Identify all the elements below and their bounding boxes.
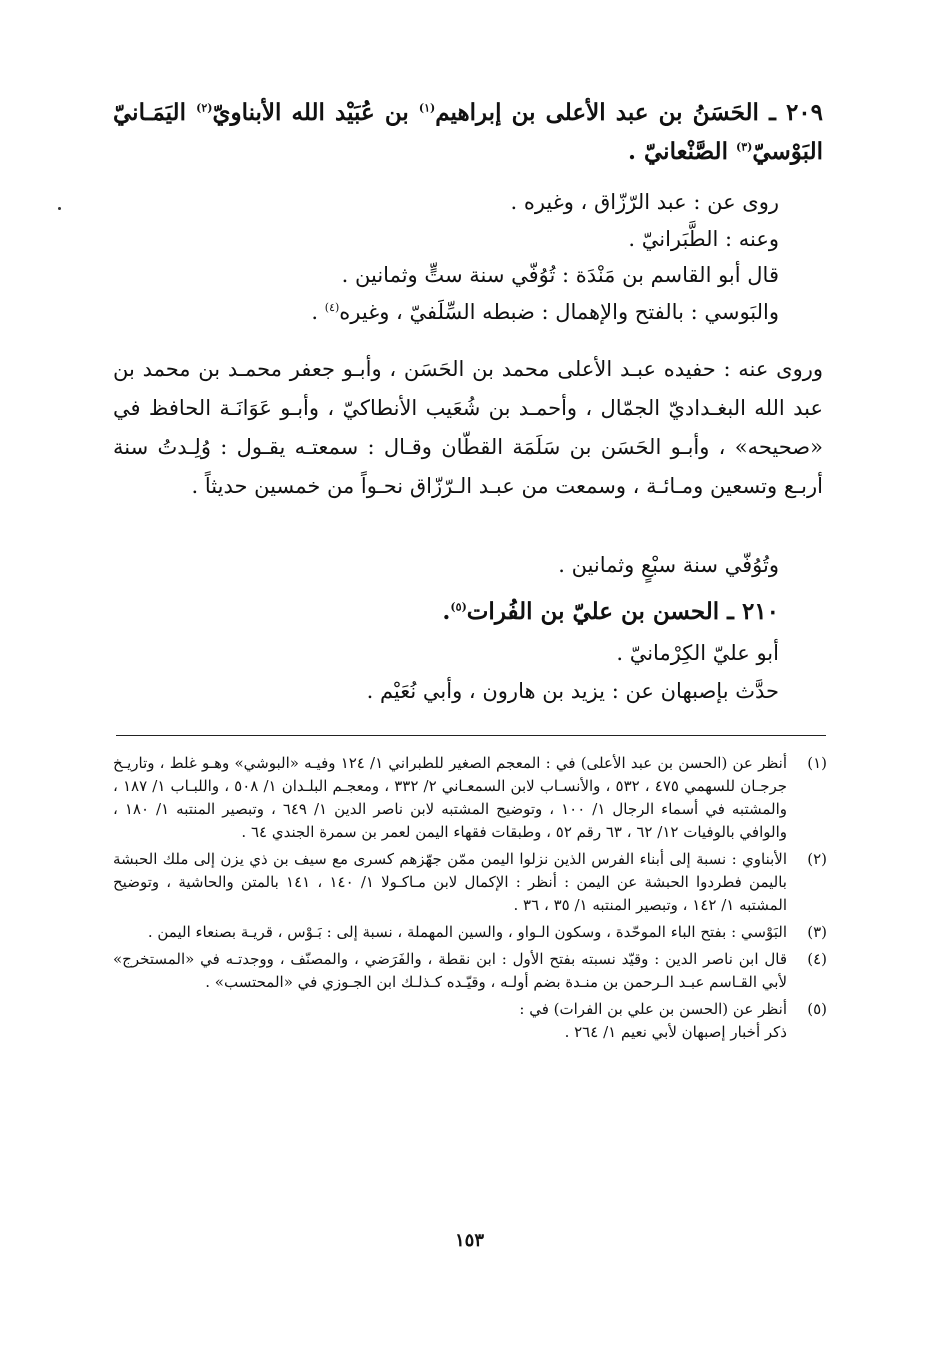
footnote-number: (٣) xyxy=(807,923,827,941)
entry-210-kunya: أبو عليّ الكِرْمانيّ . xyxy=(616,641,779,665)
entry-209-death-note: قال أبو القاسم بن مَنْدَة : تُوُفّي سنة ستٍّ وثمانين . xyxy=(341,263,779,287)
footnote-text xyxy=(113,998,787,1044)
entry-209-narrated-by: وعنه : الطَّبَرانيّ . xyxy=(628,227,779,251)
footnote-text: الأبناوي : نسبة إلى أبناء الفرس الذين نزلوا اليمن ممّن جهّزهم كسرى مع سيف بن ذي يزن إلى ملك الحبشة باليمن فطردوا الحبشة عن اليمن : أنظر : الإكمال لابن مـاكـولا ١/ ١٤٠ ، ١٤١ بالمتن والحاشية ، وتوضيح المشتبه ١/ ١٤٢ ، وتبصير المنتبه ١/ ٣٥ ، ٣٦ . xyxy=(113,850,787,914)
footnote-text: قال ابن ناصر الدين : وقيّد نسبته بفتح الأول : ابن نقطة ، والفَرَضي ، والمصنّف ، ووجدتـه في «المستخرج» لأبي القـاسم عبـد الـرحمن بن منـدة بضم أولـه ، وقيّـده كـذلـك ابن الجـوزي في «المحتسب» . xyxy=(113,950,787,991)
footnote-number: (٥) xyxy=(807,1000,827,1018)
footnote-number: (١) xyxy=(807,754,827,772)
entry-210-title xyxy=(113,594,779,630)
entry-209-title-part: اليَمَـانيّ xyxy=(113,99,197,126)
entry-209-narrated-from: روى عن : عبد الرّزّاق ، وغيره . xyxy=(510,190,779,214)
footnote-2 xyxy=(113,848,827,917)
footnote-ref-2[interactable]: (٢) xyxy=(196,101,213,115)
entry-209-paragraph: وروى عنه : حفيده عبـد الأعلى محمد بن الحَسَن ، وأبـو جعفر محمـد بن محمد بن عبد الله البغـداديّ الجمّال ، وأحمـد بن شُعَيب الأنطاكيّ ، وأبـو عَوَانَـة الحافظ في «صحيحه» ، وأبـو الحَسَن بن سَلَمَة القطّان وقـال : سمعتـه يقـول : وُلِـدتُ سنة أربـع وتسعين ومـائـة ، وسمعت من عبـد الـرّزّاق نحـواً من خمسين حديثاً . xyxy=(113,357,823,498)
footnote-line: أنظر عن (الحسن بن علي بن الفرات) في : xyxy=(519,1000,787,1018)
footnote-number: (٤) xyxy=(807,950,827,968)
footnote-separator xyxy=(116,735,826,736)
footnote-ref-5[interactable]: (٥) xyxy=(450,600,467,614)
footnote-ref-4[interactable]: (٤) xyxy=(324,301,340,314)
entry-210-title-end: . xyxy=(442,598,451,625)
entry-209-title-part: الصَّنْعانيّ . xyxy=(627,138,736,165)
footnote-number: (٢) xyxy=(807,850,827,868)
spelling-note-end: . xyxy=(311,300,325,324)
page-number: ١٥٣ xyxy=(454,1230,484,1251)
footnote-line: ذكر أخبار إصبهان لأبي نعيم ١/ ٢٦٤ . xyxy=(564,1023,787,1041)
footnote-5 xyxy=(113,998,827,1044)
footnote-ref-3[interactable]: (٣) xyxy=(735,140,753,154)
entry-209-title xyxy=(113,93,823,171)
stray-ink-dot xyxy=(58,207,61,210)
entry-210-narrated: حدَّث بإصبهان عن : يزيد بن هارون ، وأبي نُعَيْم . xyxy=(366,679,779,703)
entry-209-title-part: البَوْسيّ xyxy=(752,138,823,165)
entry-210-title-text: ٢١٠ ـ الحسن بن عليّ بن الفُرات xyxy=(466,598,779,625)
footnote-text: أنظر عن (الحسن بن عبد الأعلى) في : المعجم الصغير للطبراني ١/ ١٢٤ وفيـه «البوشي» وهـو غلط ، وتاريـخ جرجـان للسهمي ٤٧٥ ، ٥٣٢ ، والأنسـاب لابن السمعـاني ٢/ ٣٣٢ ، ومعجـم البلـدان ١/ ٥٠٨ ، واللبـاب ١/ ١٨٧ ، والمشتبه في أسماء الرجال ١/ ١٠٠ ، وتوضيح المشتبه لابن ناصر الدين ١/ ٦٤٩ ، وتبصير المنتبه ١/ ١٨٠ ، والوافي بالوفيات ١٢/ ٦٢ ، ٦٣ رقم ٥٢ ، وطبقات فقهاء اليمن لعمر بن سمرة الجندي ٦٤ . xyxy=(113,754,788,841)
footnote-3 xyxy=(113,921,827,944)
entry-209-title-part: ٢٠٩ ـ الحَسَنُ بن عبد الأعلى بن إبراهيم xyxy=(435,99,823,126)
footnote-1 xyxy=(113,752,827,844)
entry-209-spelling-note xyxy=(113,297,779,327)
footnote-4 xyxy=(113,948,827,994)
spelling-note-text: والبَوسي : بالفتح والإهمال : ضبطه السِّلَفيّ ، وغيره xyxy=(339,300,779,324)
footnotes xyxy=(113,752,827,1048)
footnote-ref-1[interactable]: (١) xyxy=(418,101,436,115)
entry-209-death: وتُوُفّي سنة سبْعٍ وثمانين . xyxy=(558,553,779,577)
entry-209-title-part: بن عُبَيْد الله الأبناويّ xyxy=(212,99,419,126)
footnote-text: البَوْسي : بفتح الباء الموحّدة ، وسكون الـواو ، والسين المهملة ، نسبة إلى : بَـوْس ، قريـة بصنعاء اليمن . xyxy=(147,923,787,941)
